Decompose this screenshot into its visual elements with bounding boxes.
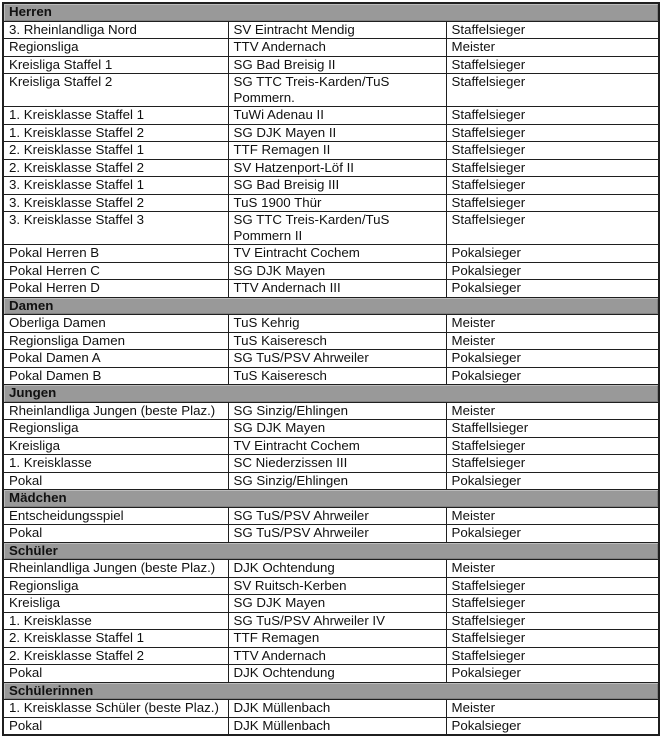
table-row	[3, 159, 659, 177]
table-row	[3, 39, 659, 57]
team-cell: DJK Müllenbach	[228, 700, 446, 718]
team-cell: TTV Andernach	[228, 647, 446, 665]
result-cell: Staffelsieger	[446, 455, 659, 473]
team-cell: SG DJK Mayen	[228, 420, 446, 438]
team-cell: SG TuS/PSV Ahrweiler	[228, 350, 446, 368]
table-row	[3, 420, 659, 438]
team-cell: DJK Ochtendung	[228, 560, 446, 578]
result-cell: Pokalsieger	[446, 525, 659, 543]
section-header-row	[3, 542, 659, 560]
table-row	[3, 350, 659, 368]
team-cell: SG Sinzig/Ehlingen	[228, 472, 446, 490]
result-cell: Meister	[446, 332, 659, 350]
result-cell: Staffellsieger	[446, 420, 659, 438]
results-table-body	[3, 3, 659, 735]
team-cell: SG TTC Treis-Karden/TuS Pommern.	[228, 74, 446, 107]
table-row	[3, 280, 659, 298]
section-header-row	[3, 297, 659, 315]
table-row	[3, 577, 659, 595]
table-row	[3, 630, 659, 648]
table-row	[3, 507, 659, 525]
competition-cell: Pokal	[3, 472, 228, 490]
competition-cell: Rheinlandliga Jungen (beste Plaz.)	[3, 560, 228, 578]
competition-cell: Pokal	[3, 525, 228, 543]
team-cell: SG DJK Mayen II	[228, 124, 446, 142]
result-cell: Staffelsieger	[446, 74, 659, 107]
result-cell: Meister	[446, 507, 659, 525]
competition-cell: 3. Kreisklasse Staffel 3	[3, 212, 228, 245]
section-title: Damen	[3, 297, 659, 315]
result-cell: Staffelsieger	[446, 159, 659, 177]
result-cell: Meister	[446, 560, 659, 578]
competition-cell: 2. Kreisklasse Staffel 2	[3, 647, 228, 665]
team-cell: SV Hatzenport-Löf II	[228, 159, 446, 177]
table-row	[3, 367, 659, 385]
result-cell: Staffelsieger	[446, 107, 659, 125]
result-cell: Pokalsieger	[446, 245, 659, 263]
result-cell: Staffelsieger	[446, 56, 659, 74]
table-row	[3, 21, 659, 39]
table-row	[3, 472, 659, 490]
competition-cell: 3. Kreisklasse Staffel 1	[3, 177, 228, 195]
table-row	[3, 107, 659, 125]
result-cell: Staffelsieger	[446, 595, 659, 613]
result-cell: Meister	[446, 700, 659, 718]
competition-cell: Regionsliga	[3, 420, 228, 438]
result-cell: Meister	[446, 315, 659, 333]
table-row	[3, 74, 659, 107]
team-cell: SV Eintracht Mendig	[228, 21, 446, 39]
result-cell: Staffelsieger	[446, 630, 659, 648]
competition-cell: 1. Kreisklasse	[3, 612, 228, 630]
result-cell: Staffelsieger	[446, 194, 659, 212]
section-header-row	[3, 3, 659, 21]
table-row	[3, 262, 659, 280]
team-cell: SG TuS/PSV Ahrweiler	[228, 507, 446, 525]
team-cell: TV Eintracht Cochem	[228, 245, 446, 263]
team-cell: TTF Remagen	[228, 630, 446, 648]
competition-cell: Kreisliga	[3, 437, 228, 455]
competition-cell: 3. Kreisklasse Staffel 2	[3, 194, 228, 212]
team-cell: TuS Kehrig	[228, 315, 446, 333]
section-title: Jungen	[3, 385, 659, 403]
competition-cell: 1. Kreisklasse Staffel 2	[3, 124, 228, 142]
team-cell: TTV Andernach III	[228, 280, 446, 298]
team-cell: DJK Müllenbach	[228, 717, 446, 735]
result-cell: Staffelsieger	[446, 577, 659, 595]
team-cell: SG Sinzig/Ehlingen	[228, 402, 446, 420]
table-row	[3, 315, 659, 333]
competition-cell: 2. Kreisklasse Staffel 1	[3, 142, 228, 160]
competition-cell: 1. Kreisklasse Staffel 1	[3, 107, 228, 125]
result-cell: Pokalsieger	[446, 367, 659, 385]
competition-cell: Regionsliga	[3, 39, 228, 57]
competition-cell: 2. Kreisklasse Staffel 1	[3, 630, 228, 648]
team-cell: TuS Kaiseresch	[228, 332, 446, 350]
table-row	[3, 332, 659, 350]
result-cell: Pokalsieger	[446, 717, 659, 735]
table-row	[3, 177, 659, 195]
result-cell: Pokalsieger	[446, 350, 659, 368]
competition-cell: Kreisliga Staffel 2	[3, 74, 228, 107]
results-table	[2, 2, 660, 736]
result-cell: Pokalsieger	[446, 262, 659, 280]
table-row	[3, 560, 659, 578]
table-row	[3, 56, 659, 74]
team-cell: TV Eintracht Cochem	[228, 437, 446, 455]
result-cell: Staffelsieger	[446, 612, 659, 630]
competition-cell: 3. Rheinlandliga Nord	[3, 21, 228, 39]
section-title: Herren	[3, 3, 659, 21]
team-cell: SG TuS/PSV Ahrweiler	[228, 525, 446, 543]
result-cell: Staffelsieger	[446, 647, 659, 665]
team-cell: SG DJK Mayen	[228, 595, 446, 613]
team-cell: SG DJK Mayen	[228, 262, 446, 280]
competition-cell: 2. Kreisklasse Staffel 2	[3, 159, 228, 177]
result-cell: Meister	[446, 402, 659, 420]
table-row	[3, 525, 659, 543]
table-row	[3, 402, 659, 420]
team-cell: TuWi Adenau II	[228, 107, 446, 125]
table-row	[3, 455, 659, 473]
team-cell: SG Bad Breisig II	[228, 56, 446, 74]
section-header-row	[3, 490, 659, 508]
team-cell: SG TTC Treis-Karden/TuS Pommern II	[228, 212, 446, 245]
team-cell: TTV Andernach	[228, 39, 446, 57]
table-row	[3, 124, 659, 142]
table-row	[3, 612, 659, 630]
table-row	[3, 665, 659, 683]
result-cell: Pokalsieger	[446, 280, 659, 298]
table-row	[3, 700, 659, 718]
competition-cell: Pokal Damen A	[3, 350, 228, 368]
result-cell: Staffelsieger	[446, 142, 659, 160]
team-cell: SG Bad Breisig III	[228, 177, 446, 195]
competition-cell: 1. Kreisklasse	[3, 455, 228, 473]
table-row	[3, 437, 659, 455]
team-cell: SV Ruitsch-Kerben	[228, 577, 446, 595]
section-header-row	[3, 682, 659, 700]
result-cell: Pokalsieger	[446, 665, 659, 683]
team-cell: TTF Remagen II	[228, 142, 446, 160]
table-row	[3, 595, 659, 613]
table-row	[3, 142, 659, 160]
result-cell: Staffelsieger	[446, 124, 659, 142]
team-cell: DJK Ochtendung	[228, 665, 446, 683]
team-cell: TuS Kaiseresch	[228, 367, 446, 385]
competition-cell: Regionsliga Damen	[3, 332, 228, 350]
section-title: Schülerinnen	[3, 682, 659, 700]
table-row	[3, 194, 659, 212]
result-cell: Meister	[446, 39, 659, 57]
table-row	[3, 245, 659, 263]
table-row	[3, 647, 659, 665]
result-cell: Staffelsieger	[446, 21, 659, 39]
competition-cell: Pokal	[3, 665, 228, 683]
result-cell: Staffelsieger	[446, 437, 659, 455]
competition-cell: Regionsliga	[3, 577, 228, 595]
competition-cell: Pokal	[3, 717, 228, 735]
competition-cell: Rheinlandliga Jungen (beste Plaz.)	[3, 402, 228, 420]
team-cell: SC Niederzissen III	[228, 455, 446, 473]
competition-cell: Pokal Damen B	[3, 367, 228, 385]
result-cell: Pokalsieger	[446, 472, 659, 490]
team-cell: TuS 1900 Thür	[228, 194, 446, 212]
competition-cell: Pokal Herren D	[3, 280, 228, 298]
table-row	[3, 717, 659, 735]
result-cell: Staffelsieger	[446, 177, 659, 195]
team-cell: SG TuS/PSV Ahrweiler IV	[228, 612, 446, 630]
section-title: Schüler	[3, 542, 659, 560]
section-header-row	[3, 385, 659, 403]
competition-cell: Entscheidungsspiel	[3, 507, 228, 525]
competition-cell: Pokal Herren B	[3, 245, 228, 263]
competition-cell: Pokal Herren C	[3, 262, 228, 280]
section-title: Mädchen	[3, 490, 659, 508]
competition-cell: 1. Kreisklasse Schüler (beste Plaz.)	[3, 700, 228, 718]
competition-cell: Kreisliga Staffel 1	[3, 56, 228, 74]
result-cell: Staffelsieger	[446, 212, 659, 245]
competition-cell: Oberliga Damen	[3, 315, 228, 333]
competition-cell: Kreisliga	[3, 595, 228, 613]
table-row	[3, 212, 659, 245]
